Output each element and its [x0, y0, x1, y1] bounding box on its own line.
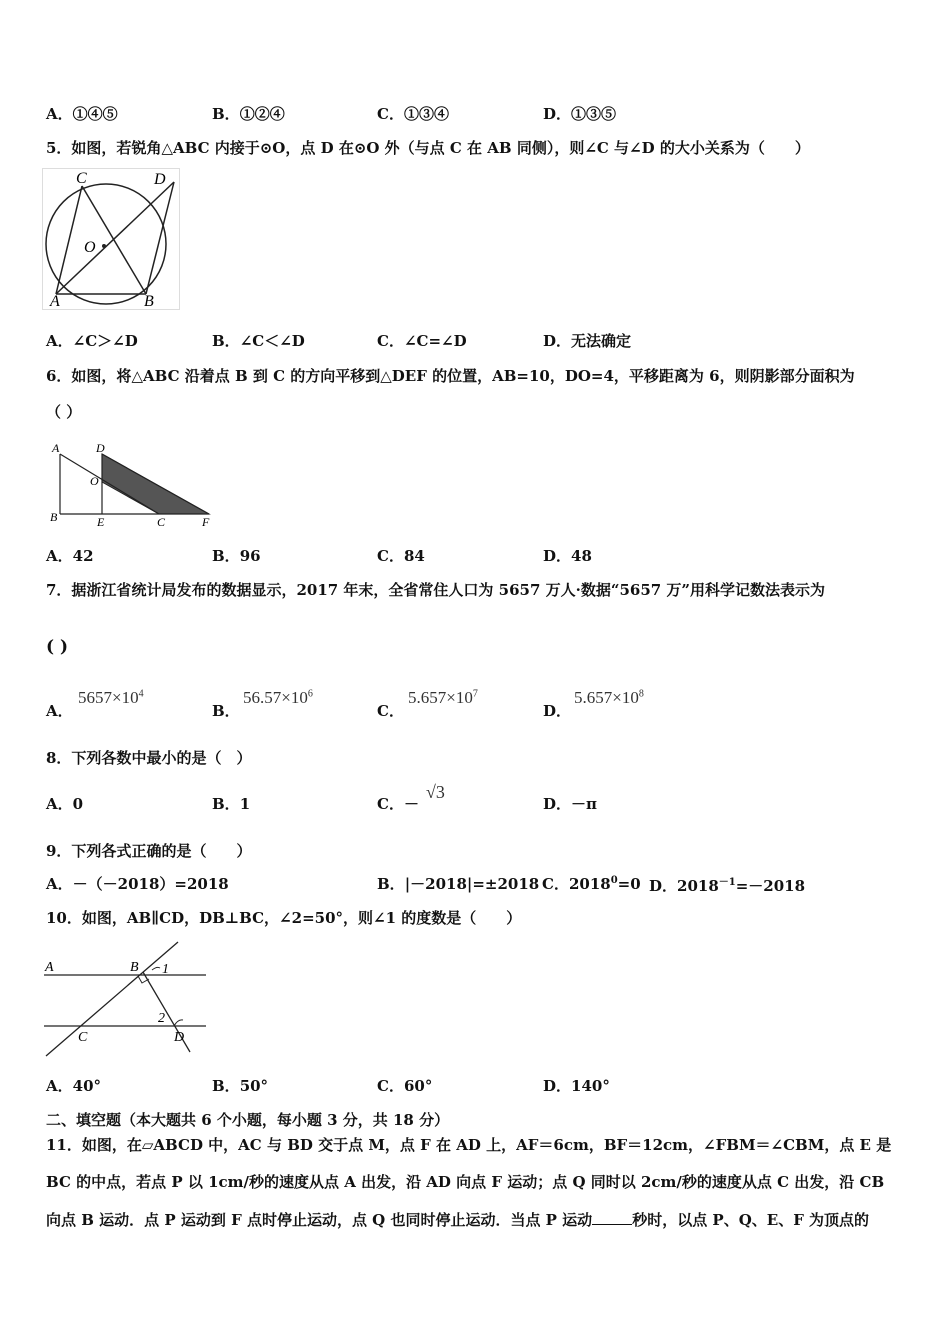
q5-label-b: B: [144, 293, 154, 310]
q6-stem-cont: （ ）: [46, 403, 82, 421]
q10-label-b: B: [130, 960, 139, 975]
q5-label-a: A: [50, 293, 60, 310]
q6-option-b: B．96: [212, 547, 261, 565]
q5-option-a: A．∠C＞∠D: [46, 332, 138, 350]
q7-option-c-letter: C．: [377, 702, 404, 720]
q10-option-c: C．60°: [377, 1077, 433, 1095]
q5-label-o: O: [84, 239, 96, 256]
q5-option-b: B．∠C＜∠D: [212, 332, 305, 350]
q10-label-d: D: [174, 1030, 185, 1045]
q7-option-d-letter: D．: [543, 702, 572, 720]
q9-stem: 9．下列各式正确的是（ ）: [46, 842, 252, 860]
q10-label-a: A: [45, 960, 54, 975]
q6-option-c: C．84: [377, 547, 425, 565]
q9-option-b: B．|－2018|=±2018: [377, 875, 540, 893]
q4-option-b: B．①②④: [212, 105, 285, 123]
q10-label-2: 2: [158, 1011, 165, 1026]
q6-label-d: D: [96, 441, 105, 455]
q10-label-1: 1: [162, 962, 169, 977]
q6-label-a: A: [52, 441, 60, 455]
q8-option-a: A．0: [46, 795, 84, 813]
q6-option-d: D．48: [543, 547, 592, 565]
q11-answer-blank[interactable]: [592, 1212, 632, 1225]
q11-line1: 11．如图，在▱ABCD 中，AC 与 BD 交于点 M，点 F 在 AD 上，AF＝6cm，BF＝12cm，∠FBM＝∠CBM，点 E 是: [46, 1136, 892, 1154]
q6-stem: 6．如图，将△ABC 沿着点 B 到 C 的方向平移到△DEF 的位置，AB=10，DO=4，平移距离为 6，则阴影部分面积为: [46, 367, 855, 385]
q7-option-b-letter: B．: [212, 702, 240, 720]
q8-option-c-sqrt: √3: [426, 782, 445, 802]
q7-option-d-value: $5.657\times 10^8$: [574, 688, 644, 707]
q10-label-c: C: [78, 1030, 88, 1045]
q8-stem: 8．下列各数中最小的是（ ）: [46, 749, 252, 767]
q5-circle-figure: [42, 168, 180, 310]
q9-option-c: C．$2018^0=0$: [542, 875, 641, 893]
q6-label-b: B: [50, 510, 58, 524]
q10-parallel-lines-figure: [42, 940, 208, 1058]
q10-stem: 10．如图，AB∥CD，DB⊥BC，∠2=50°，则∠1 的度数是（ ）: [46, 909, 522, 927]
q6-option-a: A．42: [46, 547, 94, 565]
q7-stem: 7．据浙江省统计局发布的数据显示，2017 年末，全省常住人口为 5657 万人·数据“5657 万”用科学记数法表示为: [46, 581, 826, 599]
q5-label-d: D: [154, 171, 166, 188]
q6-label-o: O: [90, 474, 99, 488]
q8-option-b: B．1: [212, 795, 251, 813]
q9-option-d: D．$2018^{-1}=-2018$: [649, 877, 806, 895]
q11-line2: BC 的中点，若点 P 以 1cm/秒的速度从点 A 出发，沿 AD 向点 F 运动；点 Q 同时以 2cm/秒的速度从点 C 出发，沿 CB: [46, 1173, 885, 1191]
q7-option-a-value: $5657\times 10^4$: [78, 688, 144, 707]
q6-label-e: E: [97, 515, 105, 529]
q8-option-d: D．－π: [543, 795, 597, 813]
q10-option-a: A．40°: [46, 1077, 102, 1095]
q7-option-b-value: $56.57\times 10^6$: [243, 688, 313, 707]
q6-label-c: C: [157, 515, 166, 529]
q6-label-f: F: [202, 515, 210, 529]
q11-line3: 向点 B 运动．点 P 运动到 F 点时停止运动，点 Q 也同时停止运动．当点 P 运动 秒时，以点 P、Q、E、F 为顶点的: [46, 1211, 870, 1229]
q5-stem: 5．如图，若锐角△ABC 内接于⊙O，点 D 在⊙O 外（与点 C 在 AB 同侧），则∠C 与∠D 的大小关系为（ ）: [46, 139, 810, 157]
q4-option-c: C．①③④: [377, 105, 449, 123]
q5-label-c: C: [76, 170, 87, 187]
q7-option-c-value: $5.657\times 10^7$: [408, 688, 478, 707]
q6-translation-figure: [44, 440, 224, 532]
section2-heading: 二、填空题（本大题共 6 个小题，每小题 3 分，共 18 分）: [46, 1111, 450, 1129]
q10-option-d: D．140°: [543, 1077, 610, 1095]
q4-option-a: A．①④⑤: [46, 105, 118, 123]
q10-option-b: B．50°: [212, 1077, 269, 1095]
q5-option-d: D．无法确定: [543, 332, 632, 350]
q7-option-a-letter: A．: [46, 702, 73, 720]
q7-stem-cont: ( ): [46, 637, 69, 657]
q5-option-c: C．∠C=∠D: [377, 332, 467, 350]
q9-option-a: A．－（－2018）=2018: [46, 875, 229, 893]
q4-option-d: D．①③⑤: [543, 105, 617, 123]
q8-option-c: C．－: [377, 795, 419, 813]
